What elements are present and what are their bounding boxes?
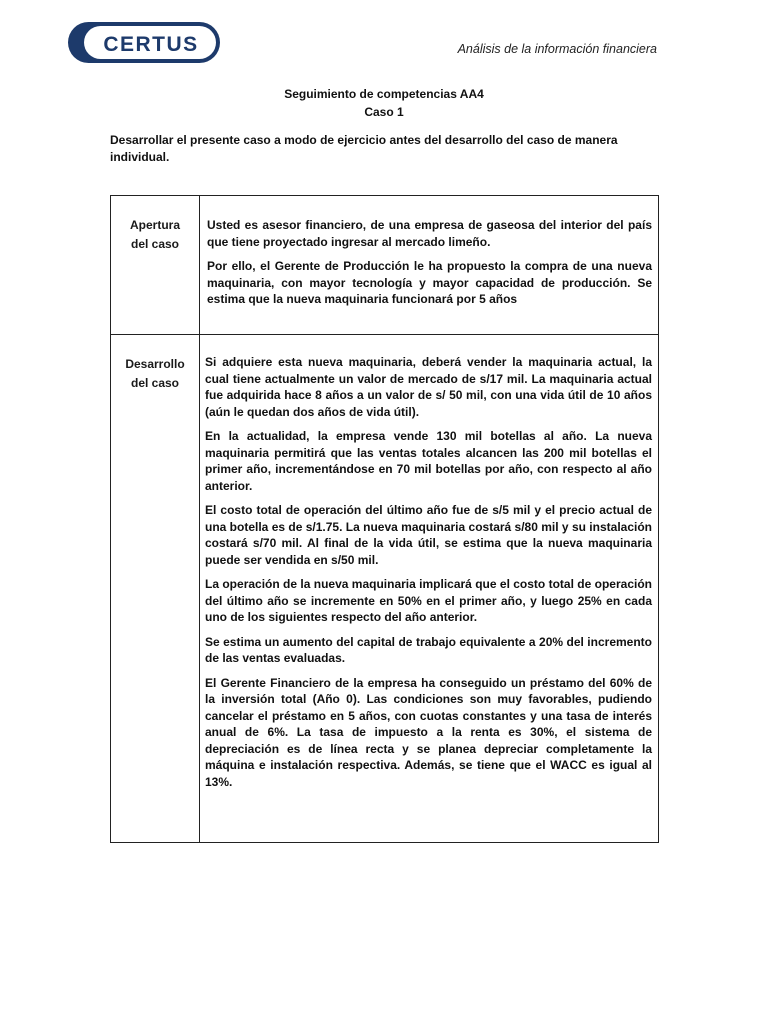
row-content-desarrollo bbox=[200, 335, 659, 843]
paragraph: Si adquiere esta nueva maquinaria, deberá vender la maquinaria actual, la cual tiene actualmente un valor de mercado de s/17 mil. La maquinaria actual fue adquirida hace 8 años a un valor de s/ 50 mil, con una vida útil de 10 años (aún le quedan dos años de vida útil). bbox=[205, 355, 652, 419]
row-content-apertura bbox=[200, 196, 659, 335]
paragraph: En la actualidad, la empresa vende 130 mil botellas al año. La nueva maquinaria permitirá que las ventas totales alcancen las 200 mil botellas el primer año, incrementándose en 70 mil botellas por año, con respecto al año anterior. bbox=[205, 429, 652, 493]
svg-text:CERTUS: CERTUS bbox=[103, 33, 199, 56]
table-row-desarrollo bbox=[111, 335, 659, 843]
certus-logo bbox=[67, 21, 221, 64]
row-label-desarrollo bbox=[111, 335, 200, 843]
row-label-line: del caso bbox=[130, 376, 180, 390]
paragraph: Por ello, el Gerente de Producción le ha propuesto la compra de una nueva maquinaria, con mayor tecnología y mayor capacidad de producción. Se estima que la nueva maquinaria funcionará por 5 años bbox=[207, 259, 652, 306]
case-table bbox=[110, 195, 659, 843]
paragraph: Usted es asesor financiero, de una empresa de gaseosa del interior del país que tiene proyectado ingresar al mercado limeño. bbox=[207, 218, 652, 249]
document-title: Seguimiento de competencias AA4 bbox=[284, 87, 484, 101]
paragraph: El costo total de operación del último año fue de s/5 mil y el precio actual de una botella es de s/1.75. La nueva maquinaria costará s/80 mil y su instalación costará s/70 mil. Al final de la vida útil, se estima que la nueva maquinaria puede ser vendida en s/50 mil. bbox=[205, 503, 652, 567]
paragraph: El Gerente Financiero de la empresa ha conseguido un préstamo del 60% de la inversión total (Año 0). Las condiciones son muy favorables, pudiendo cancelar el préstamo en 5 años, con cuotas constantes y una tasa de interés anual de 6%. La tasa de impuesto a la renta es 30%, el sistema de depreciación es de línea recta y se planea depreciar completamente la máquina e instalación respectiva. Además, se tiene que el WACC es igual al 13%. bbox=[205, 675, 652, 789]
table-row-apertura bbox=[111, 196, 659, 335]
row-label-line: Desarrollo bbox=[125, 357, 185, 371]
intro-text: Desarrollar el presente caso a modo de ejercicio antes del desarrollo del caso de manera individual. bbox=[110, 133, 618, 164]
paragraph: La operación de la nueva maquinaria implicará que el costo total de operación del último año se incremente en 50% en el primer año, y luego 25% en cada uno de los siguientes respecto del año anterior. bbox=[205, 577, 652, 624]
row-label-apertura bbox=[111, 196, 200, 335]
document-subtitle: Caso 1 bbox=[364, 105, 404, 119]
row-label-line: del caso bbox=[130, 237, 180, 251]
row-label-line: Apertura bbox=[129, 218, 180, 232]
paragraph: Se estima un aumento del capital de trabajo equivalente a 20% del incremento de las ventas evaluadas. bbox=[205, 634, 652, 665]
header-subject: Análisis de la información financiera bbox=[457, 42, 657, 56]
